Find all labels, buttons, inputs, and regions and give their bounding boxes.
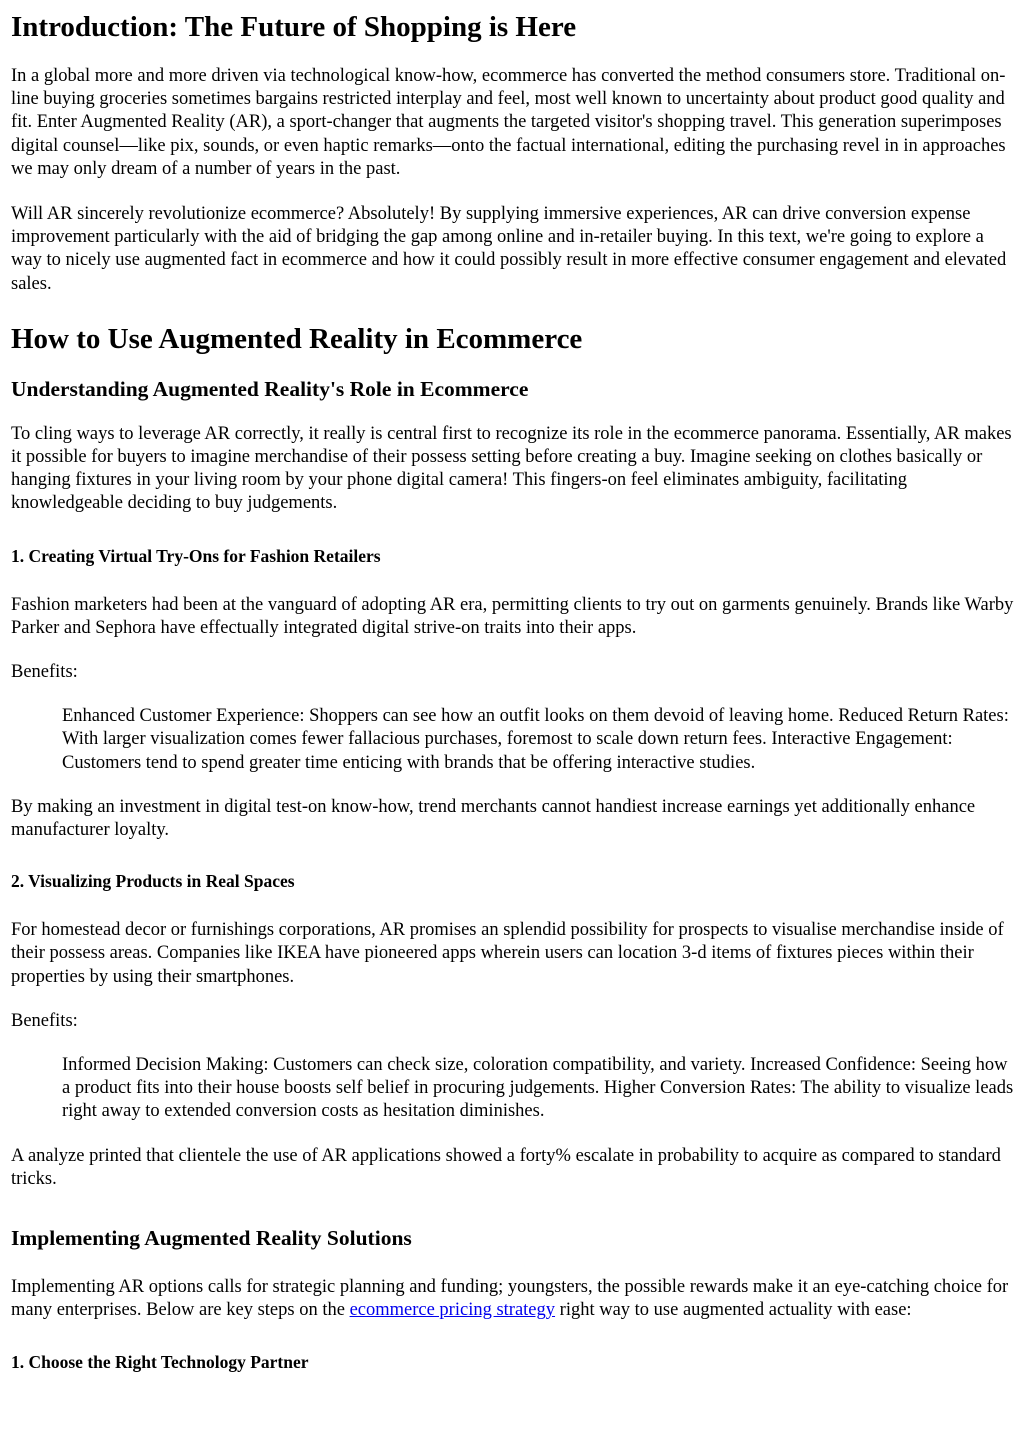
- section-1-heading: 1. Creating Virtual Try-Ons for Fashion Retailers: [11, 545, 381, 566]
- section-1-closing: By making an investment in digital test-on know-how, trend merchants cannot handiest increase earnings yet additionally enhance manufacturer loyalty.: [11, 796, 976, 841]
- implementing-text-before: Implementing AR options calls for strategic planning and funding; youngsters, the possible rewards make it an eye-catching choice for many enterprises. Below are key steps on the: [11, 1277, 1009, 1321]
- understanding-heading: Understanding Augmented Reality's Role in Ecommerce: [11, 376, 529, 401]
- step-1-heading: 1. Choose the Right Technology Partner: [11, 1351, 309, 1372]
- section-2-benefits: Informed Decision Making: Customers can check size, coloration compatibility, and variety. Increased Confidence: Seeing how a product fits into their house boosts self belief in procuring judgements. Higher Conversion Rates: The ability to visualize leads right away to extended conversion costs as hesitation diminishes.: [62, 1055, 1014, 1122]
- understanding-paragraph: To cling ways to leverage AR correctly, it really is central first to recognize its role in the ecommerce panorama. Essentially, AR makes it possible for buyers to imagine merchandise of their possess setting before creating a buy. Imagine seeking on clothes basically or hanging fixtures in your living room by your phone digital camera! This fingers-on feel eliminates ambiguity, facilitating knowledgeable deciding to buy judgements.: [11, 423, 1012, 514]
- section-2-heading: 2. Visualizing Products in Real Spaces: [11, 871, 295, 892]
- section-2-benefits-label: Benefits:: [11, 1010, 78, 1031]
- section-2-closing: A analyze printed that clientele the use of AR applications showed a forty% escalate in probability to acquire as compared to standard tricks.: [11, 1145, 1001, 1189]
- section-1-benefits: Enhanced Customer Experience: Shoppers can see how an outfit looks on them devoid of leaving home. Reduced Return Rates: With larger visualization comes fewer fallacious purchases, foremost to scale down return fees. Interactive Engagement: Customers tend to spend greater time enticing with brands that be offering interactive studies.: [62, 706, 1009, 773]
- howto-title: How to Use Augmented Reality in Ecommerce: [11, 322, 583, 355]
- implementing-text-after: right way to use augmented actuality with ease:: [555, 1300, 912, 1321]
- implementing-heading: Implementing Augmented Reality Solutions: [11, 1226, 412, 1251]
- section-2-paragraph: For homestead decor or furnishings corporations, AR promises an splendid possibility for prospects to visualise merchandise inside of their possess areas. Companies like IKEA have pioneered apps wherein users can location 3-d items of fixtures pieces within their properties by using their smartphones.: [11, 920, 1004, 987]
- ecommerce-pricing-strategy-link[interactable]: ecommerce pricing strategy: [349, 1300, 556, 1321]
- implementing-paragraph: [11, 1276, 1014, 1322]
- intro-title: Introduction: The Future of Shopping is Here: [11, 11, 577, 43]
- article: [0, 10, 1024, 1373]
- intro-paragraph-2: Will AR sincerely revolutionize ecommerce? Absolutely! By supplying immersive experiences, AR can drive conversion expense improvement particularly with the aid of bridging the gap among online and in-retailer buying. In this text, we're going to explore a way to nicely use augmented fact in ecommerce and how it could possibly result in more effective consumer engagement and elevated sales.: [11, 204, 1007, 294]
- section-1-benefits-label: Benefits:: [11, 662, 78, 683]
- intro-paragraph-1: In a global more and more driven via technological know-how, ecommerce has converted the method consumers store. Traditional on-line buying groceries sometimes bargains restricted interplay and feel, most well known to uncertainty about product good quality and fit. Enter Augmented Reality (AR), a sport-changer that augments the targeted visitor's shopping travel. This generation superimposes digital counsel—like pix, sounds, or even haptic remarks—onto the factual international, editing the purchasing revel in in approaches we may only dream of a number of years in the past.: [11, 66, 1006, 179]
- section-1-paragraph: Fashion marketers had been at the vanguard of adopting AR era, permitting clients to try out on garments genuinely. Brands like Warby Parker and Sephora have effectually integrated digital strive-on traits into their apps.: [11, 594, 1014, 638]
